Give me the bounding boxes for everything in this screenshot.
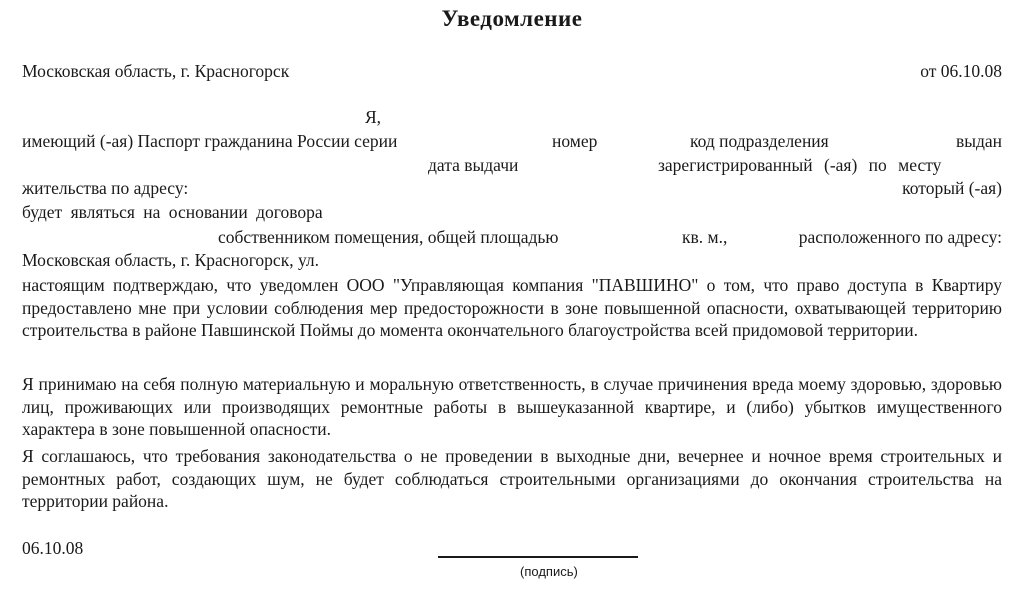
sqm-label: кв. м., (682, 227, 728, 247)
signature-line (438, 556, 638, 558)
header-date: от 06.10.08 (920, 61, 1002, 81)
issued-label: выдан (955, 131, 1002, 151)
ya-text: Я, (365, 107, 382, 127)
issue-date-label: дата выдачи (428, 155, 519, 175)
residence-address-label: жительства по адресу: (22, 178, 189, 198)
document-title: Уведомление (441, 6, 583, 31)
located-at-label: расположенного по адресу: (798, 227, 1002, 247)
agreement-paragraph: Я соглашаюсь, что требования законодательства о не проведении в выходные дни, вечернее и ночное время строительных и ремонтных работ, создающих шум, не будет соблюдаться строительными организациями до окончания строительства на территории района. (22, 446, 1002, 512)
contract-basis-label: будет являться на основании договора (22, 202, 323, 222)
registered-label-row (658, 154, 1002, 176)
passport-number-label: номер (552, 131, 598, 151)
responsibility-paragraph: Я принимаю на себя полную материальную и моральную ответственность, в случае причинения вреда моему здоровью, здоровью лиц, проживающих или производящих ремонтные работы в вышеуказанной квартире, и (либо) убытков имущественного характера в зоне повышенной опасности. (22, 374, 1002, 440)
street-address-label: Московская область, г. Красногорск, ул. (22, 250, 320, 270)
notice-paragraph-1: настоящим подтверждаю, что уведомлен ООО "Управляющая компания "ПАВШИНО" о том, что право доступа в Квартиру предоставлено мне при условии соблюдения мер предосторожности в зоне повышенной опасности, охватывающей территорию строительства в районе Павшинской Поймы до момента окончательного благоустройства всей придомовой территории. (22, 275, 1002, 341)
location-text: Московская область, г. Красногорск (22, 61, 290, 81)
which-label: который (-ая) (902, 178, 1002, 198)
footer-date: 06.10.08 (22, 538, 84, 558)
owner-area-label: собственником помещения, общей площадью (218, 227, 559, 247)
registered-label: зарегистрированный (-ая) по месту (658, 155, 942, 175)
passport-series-label: имеющий (-ая) Паспорт гражданина России серии (22, 131, 398, 151)
signature-label: (подпись) (520, 564, 578, 579)
subdivision-code-label: код подразделения (690, 131, 829, 151)
